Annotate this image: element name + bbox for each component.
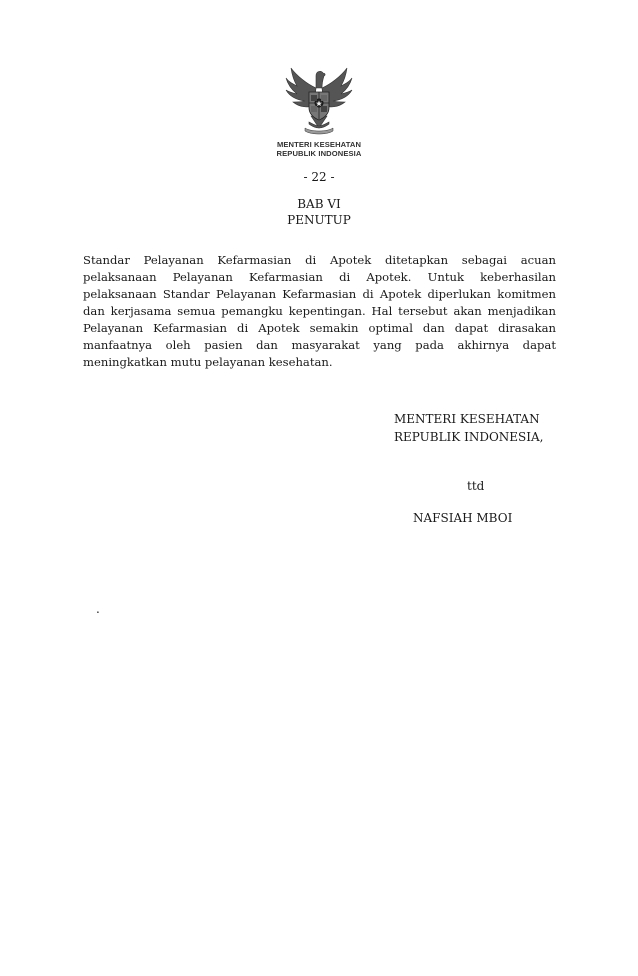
ministry-caption-line2: REPUBLIK INDONESIA: [276, 149, 362, 158]
ministry-caption-line1: MENTERI KESEHATAN: [276, 140, 362, 149]
stray-dot: .: [96, 602, 100, 616]
signature-mark: ttd: [467, 479, 485, 493]
chapter-number: BAB VI: [297, 197, 341, 211]
ministry-caption: [263, 140, 375, 158]
signatory-title-line1: MENTERI KESEHATAN: [394, 412, 540, 426]
page-number: - 22 -: [303, 170, 335, 184]
closing-paragraph: Standar Pelayanan Kefarmasian di Apotek ditetapkan sebagai acuan pelaksanaan Pelayanan Kefarmasian di Apotek. Untuk keberhasilan pelaksanaan Standar Pelayanan Kefarmasian di Apotek diperlukan komitmen dan kerjasama semua pemangku kepentingan. Hal tersebut akan menjadikan Pelayanan Kefarmasian di Apotek semakin optimal dan dapat dirasakan manfaatnya oleh pasien dan masyarakat yang pada akhirnya dapat meningkatkan mutu pelayanan kesehatan.: [83, 253, 556, 369]
chapter-title: PENUTUP: [287, 213, 351, 227]
garuda-emblem-icon: [283, 66, 355, 136]
signatory-title-line2: REPUBLIK INDONESIA,: [394, 430, 544, 444]
signatory-name: NAFSIAH MBOI: [413, 511, 513, 525]
